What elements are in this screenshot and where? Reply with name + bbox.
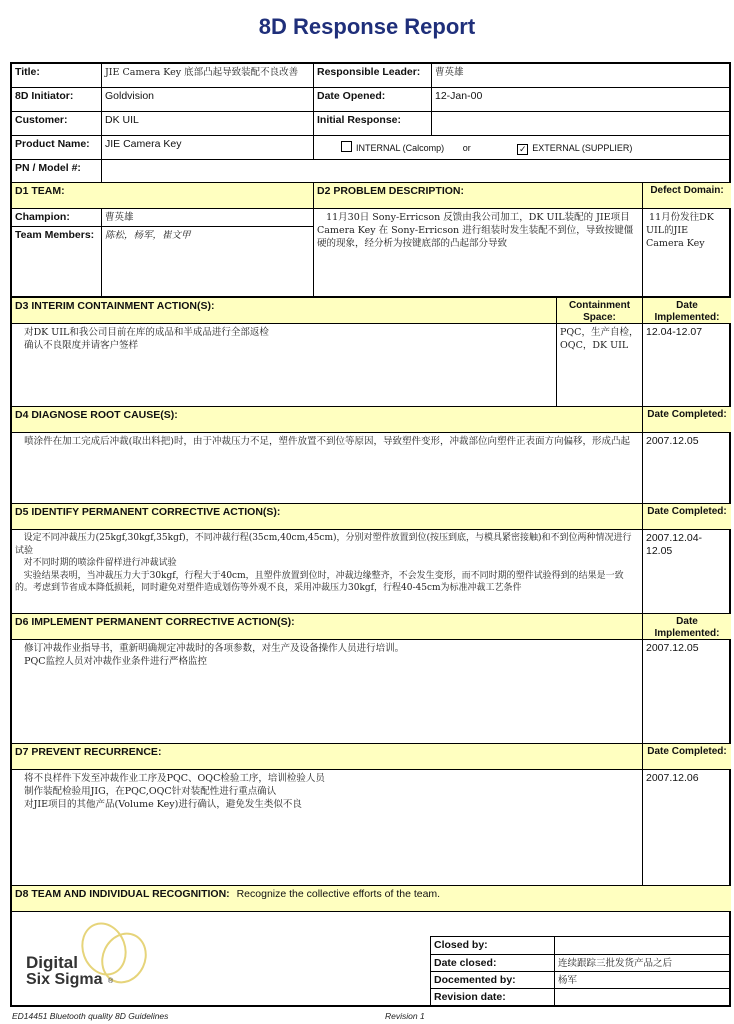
champion-label: Champion: xyxy=(12,209,102,227)
d6-heading: D6 IMPLEMENT PERMANENT CORRECTIVE ACTION(S): xyxy=(12,614,643,640)
pn-value xyxy=(102,160,731,183)
logo-line2: Six Sigma xyxy=(26,971,103,988)
champion-value: 曹英雄 xyxy=(102,209,314,227)
leader-value: 曹英雄 xyxy=(432,64,731,88)
opened-value: 12-Jan-00 xyxy=(432,88,731,112)
customer-label: Customer: xyxy=(12,112,102,136)
footer-left: ED14451 Bluetooth quality 8D Guidelines xyxy=(12,1011,169,1021)
product-label: Product Name: xyxy=(12,136,102,160)
d3-date-heading: Date Implemented: xyxy=(643,298,731,324)
initial-response-value xyxy=(432,112,731,136)
digital-six-sigma-logo xyxy=(22,920,182,1000)
d5-heading: D5 IDENTIFY PERMANENT CORRECTIVE ACTION(S): xyxy=(12,504,643,530)
d6-text: 修订冲裁作业指导书，重新明确规定冲裁时的各项参数，对生产及设备操作人员进行培训。 PQC监控人员对冲裁作业条件进行严格监控 xyxy=(12,640,643,744)
initiator-label: 8D Initiator: xyxy=(12,88,102,112)
internal-checkbox[interactable] xyxy=(341,141,352,152)
documented-by-value: 杨军 xyxy=(555,972,731,989)
d1-heading: D1 TEAM: xyxy=(12,183,314,209)
containment-space-heading: Containment Space: xyxy=(557,298,643,324)
logo-line1: Digital xyxy=(26,953,78,972)
leader-label: Responsible Leader: xyxy=(314,64,432,88)
d8-row xyxy=(12,886,731,912)
containment-space-text: PQC，生产自检，OQC，DK UIL xyxy=(557,324,643,407)
opened-label: Date Opened: xyxy=(314,88,432,112)
d3-text: 对DK UIL和我公司目前在库的成品和半成品进行全部返检 确认不良限度并请客户签样 xyxy=(12,324,557,407)
report-form xyxy=(10,62,731,1007)
members-label: Team Members: xyxy=(12,227,102,298)
revision-date-label: Revision date: xyxy=(431,989,555,1005)
d7-text: 将不良样件下发至冲裁作业工序及PQC、OQC检验工序，培训检验人员 制作装配检验用JIG，在PQC,OQC针对装配性进行重点确认 对JIE项目的其他产品(Volume Key)进行确认，避免发生类似不良 xyxy=(12,770,643,886)
report-title: 8D Response Report xyxy=(258,14,476,39)
title-value: JIE Camera Key 底部凸起导致装配不良改善 xyxy=(102,64,314,88)
initiator-value: Goldvision xyxy=(102,88,314,112)
product-value: JIE Camera Key xyxy=(102,136,314,160)
supplier-type-row xyxy=(314,136,731,160)
footer-right: Revision 1 xyxy=(385,1011,425,1021)
d4-text: 喷涂件在加工完成后冲裁(取出料把)时，由于冲裁压力不足，塑件放置不到位等原因，导致塑件变形，冲裁部位向塑件正表面方向偏移，形成凸起 xyxy=(12,433,643,504)
d5-date-text: 2007.12.04-12.05 xyxy=(643,530,731,614)
initial-response-label: Initial Response: xyxy=(314,112,432,136)
logo-registered-mark: ® xyxy=(108,978,114,985)
members-value: 陈松，杨军，崔文甲 xyxy=(102,227,314,298)
closed-by-label: Closed by: xyxy=(431,937,555,955)
d4-date-heading: Date Completed: xyxy=(643,407,731,433)
internal-option[interactable]: INTERNAL (Calcomp) xyxy=(341,143,444,153)
external-option[interactable]: ✓ EXTERNAL (SUPPLIER) xyxy=(518,143,633,154)
d7-date-heading: Date Completed: xyxy=(643,744,731,770)
closed-by-value xyxy=(555,937,731,955)
d5-text: 设定不同冲裁压力(25kgf,30kgf,35kgf)，不同冲裁行程(35cm,40cm,45cm)，分别对塑件放置到位(按压到底，与模具紧密接触)和不到位两种情况进行试验 对不同时期的喷涂件留样进行冲裁试验 实验结果表明，当冲裁压力大于30kgf，行程大于40cm，且塑件放置到位时，冲裁边缘整齐，不会发生变形，而不同时期的塑件试验得到的结果是一致的。考虑到节省成本降低损耗，同时避免对塑件造成划伤等外观不良，采用冲裁压力30kgf，行程40-45cm为标准冲裁工艺条件 xyxy=(12,530,643,614)
d8-heading: D8 TEAM AND INDIVIDUAL RECOGNITION: xyxy=(15,888,230,900)
defect-domain-heading: Defect Domain: xyxy=(643,183,731,209)
pn-label: PN / Model #: xyxy=(12,160,102,183)
d6-date-text: 2007.12.05 xyxy=(643,640,731,744)
d3-date-text: 12.04-12.07 xyxy=(643,324,731,407)
date-closed-label: Date closed: xyxy=(431,955,555,972)
documented-by-label: Docemented by: xyxy=(431,972,555,989)
d2-text: 11月30日 Sony-Erricson 反馈由我公司加工，DK UIL装配的 JIE项目 Camera Key 在 Sony-Erricson 进行组装时发生装配不到位，导致按键僵硬的现象，经分析为按键底部的凸起部分导致 xyxy=(314,209,643,298)
d4-date-text: 2007.12.05 xyxy=(643,433,731,504)
d7-date-text: 2007.12.06 xyxy=(643,770,731,886)
d4-heading: D4 DIAGNOSE ROOT CAUSE(S): xyxy=(12,407,643,433)
d2-heading: D2 PROBLEM DESCRIPTION: xyxy=(314,183,643,209)
or-text: or xyxy=(462,143,471,153)
defect-domain-text: 11月份发往DK UIL的JIE Camera Key xyxy=(646,212,717,249)
revision-date-value xyxy=(555,989,731,1005)
title-label: Title: xyxy=(12,64,102,88)
d7-heading: D7 PREVENT RECURRENCE: xyxy=(12,744,643,770)
date-closed-value: 连续跟踪三批发货产品之后 xyxy=(555,955,731,972)
d3-heading: D3 INTERIM CONTAINMENT ACTION(S): xyxy=(12,298,557,324)
d8-text: Recognize the collective efforts of the team. xyxy=(236,888,441,900)
d6-date-heading: Date Implemented: xyxy=(643,614,731,640)
customer-value: DK UIL xyxy=(102,112,314,136)
d5-date-heading: Date Completed: xyxy=(643,504,731,530)
external-checkbox[interactable]: ✓ xyxy=(518,144,527,154)
